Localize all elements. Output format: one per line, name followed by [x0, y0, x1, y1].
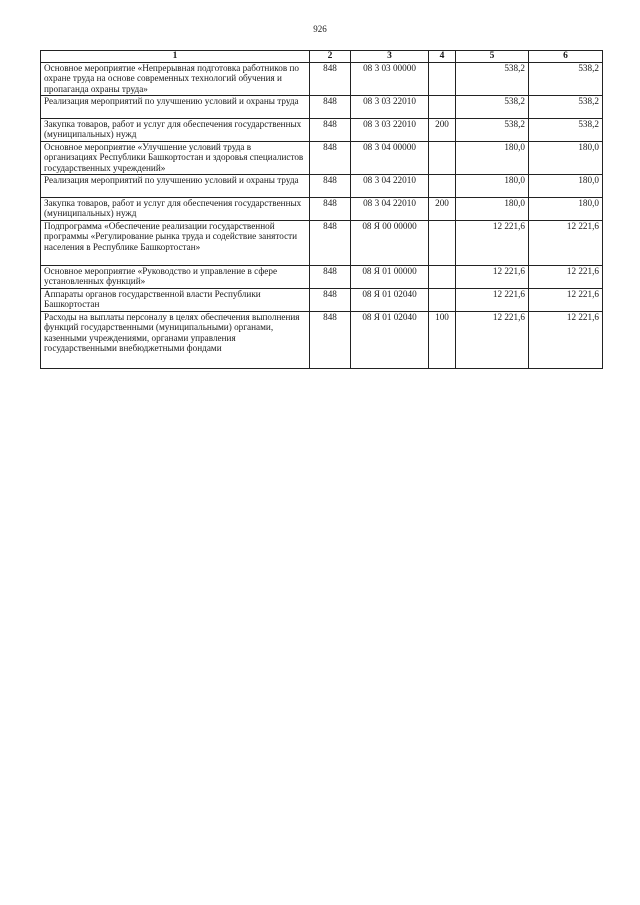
- cell-name: Основное мероприятие «Непрерывная подготовка работников по охране труда на основе современных технологий обучения и пропаганда охраны труда»: [41, 63, 310, 96]
- cell-value-1: 12 221,6: [456, 312, 529, 369]
- cell-name: Расходы на выплаты персоналу в целях обеспечения выполнения функций государственными (муниципальными) органами, казенными учреждениями, органами управления государственными внебюджетными фондами: [41, 312, 310, 369]
- cell-value-2: 12 221,6: [529, 221, 603, 266]
- column-header-value-2: 6: [529, 51, 603, 63]
- cell-code: 08 3 03 22010: [351, 119, 429, 142]
- cell-value-1: 180,0: [456, 198, 529, 221]
- cell-name: Подпрограмма «Обеспечение реализации государственной программы «Регулирование рынка труда и содействие занятости населения в Республике Башкортостан»: [41, 221, 310, 266]
- table-row: [41, 119, 603, 142]
- cell-value-2: 180,0: [529, 198, 603, 221]
- cell-type: [429, 142, 456, 175]
- table-row: [41, 266, 603, 289]
- cell-type: [429, 63, 456, 96]
- cell-value-1: 180,0: [456, 175, 529, 198]
- cell-admin: 848: [310, 266, 351, 289]
- table-row: [41, 63, 603, 96]
- column-header-type: 4: [429, 51, 456, 63]
- cell-value-2: 12 221,6: [529, 312, 603, 369]
- cell-admin: 848: [310, 289, 351, 312]
- cell-value-1: 538,2: [456, 63, 529, 96]
- table-header: [41, 51, 603, 63]
- cell-type: [429, 266, 456, 289]
- cell-admin: 848: [310, 119, 351, 142]
- cell-admin: 848: [310, 198, 351, 221]
- table-row: [41, 96, 603, 119]
- header-row: [41, 51, 603, 63]
- cell-value-2: 538,2: [529, 96, 603, 119]
- cell-type: 200: [429, 198, 456, 221]
- cell-code: 08 3 03 22010: [351, 96, 429, 119]
- cell-value-2: 538,2: [529, 63, 603, 96]
- cell-admin: 848: [310, 142, 351, 175]
- cell-code: 08 3 04 00000: [351, 142, 429, 175]
- cell-value-1: 180,0: [456, 142, 529, 175]
- budget-table: [40, 50, 603, 369]
- cell-code: 08 Я 01 00000: [351, 266, 429, 289]
- cell-name: Реализация мероприятий по улучшению условий и охраны труда: [41, 96, 310, 119]
- column-header-value-1: 5: [456, 51, 529, 63]
- cell-value-2: 180,0: [529, 142, 603, 175]
- cell-admin: 848: [310, 63, 351, 96]
- cell-value-1: 12 221,6: [456, 266, 529, 289]
- cell-type: 100: [429, 312, 456, 369]
- cell-admin: 848: [310, 221, 351, 266]
- cell-value-2: 12 221,6: [529, 266, 603, 289]
- cell-value-2: 180,0: [529, 175, 603, 198]
- table-row: [41, 312, 603, 369]
- cell-name: Закупка товаров, работ и услуг для обеспечения государственных (муниципальных) нужд: [41, 119, 310, 142]
- cell-type: [429, 96, 456, 119]
- cell-value-1: 12 221,6: [456, 221, 529, 266]
- cell-name: Аппараты органов государственной власти Республики Башкортостан: [41, 289, 310, 312]
- cell-code: 08 Я 00 00000: [351, 221, 429, 266]
- cell-type: [429, 221, 456, 266]
- column-header-code: 3: [351, 51, 429, 63]
- cell-name: Реализация мероприятий по улучшению условий и охраны труда: [41, 175, 310, 198]
- table-body: [41, 63, 603, 369]
- cell-code: 08 Я 01 02040: [351, 312, 429, 369]
- cell-admin: 848: [310, 96, 351, 119]
- cell-value-1: 12 221,6: [456, 289, 529, 312]
- cell-code: 08 3 04 22010: [351, 198, 429, 221]
- table-row: [41, 142, 603, 175]
- page-number: 926: [313, 24, 327, 34]
- table-row: [41, 221, 603, 266]
- cell-value-1: 538,2: [456, 96, 529, 119]
- cell-admin: 848: [310, 175, 351, 198]
- cell-type: [429, 289, 456, 312]
- cell-code: 08 3 04 22010: [351, 175, 429, 198]
- cell-name: Основное мероприятие «Руководство и управление в сфере установленных функций»: [41, 266, 310, 289]
- cell-name: Основное мероприятие «Улучшение условий труда в организациях Республики Башкортостан и здоровья специалистов государственных учреждений»: [41, 142, 310, 175]
- cell-admin: 848: [310, 312, 351, 369]
- cell-value-2: 12 221,6: [529, 289, 603, 312]
- cell-value-1: 538,2: [456, 119, 529, 142]
- column-header-name: 1: [41, 51, 310, 63]
- cell-code: 08 3 03 00000: [351, 63, 429, 96]
- cell-value-2: 538,2: [529, 119, 603, 142]
- table-row: [41, 175, 603, 198]
- table-row: [41, 289, 603, 312]
- cell-type: [429, 175, 456, 198]
- cell-type: 200: [429, 119, 456, 142]
- column-header-admin: 2: [310, 51, 351, 63]
- cell-name: Закупка товаров, работ и услуг для обеспечения государственных (муниципальных) нужд: [41, 198, 310, 221]
- cell-code: 08 Я 01 02040: [351, 289, 429, 312]
- table-row: [41, 198, 603, 221]
